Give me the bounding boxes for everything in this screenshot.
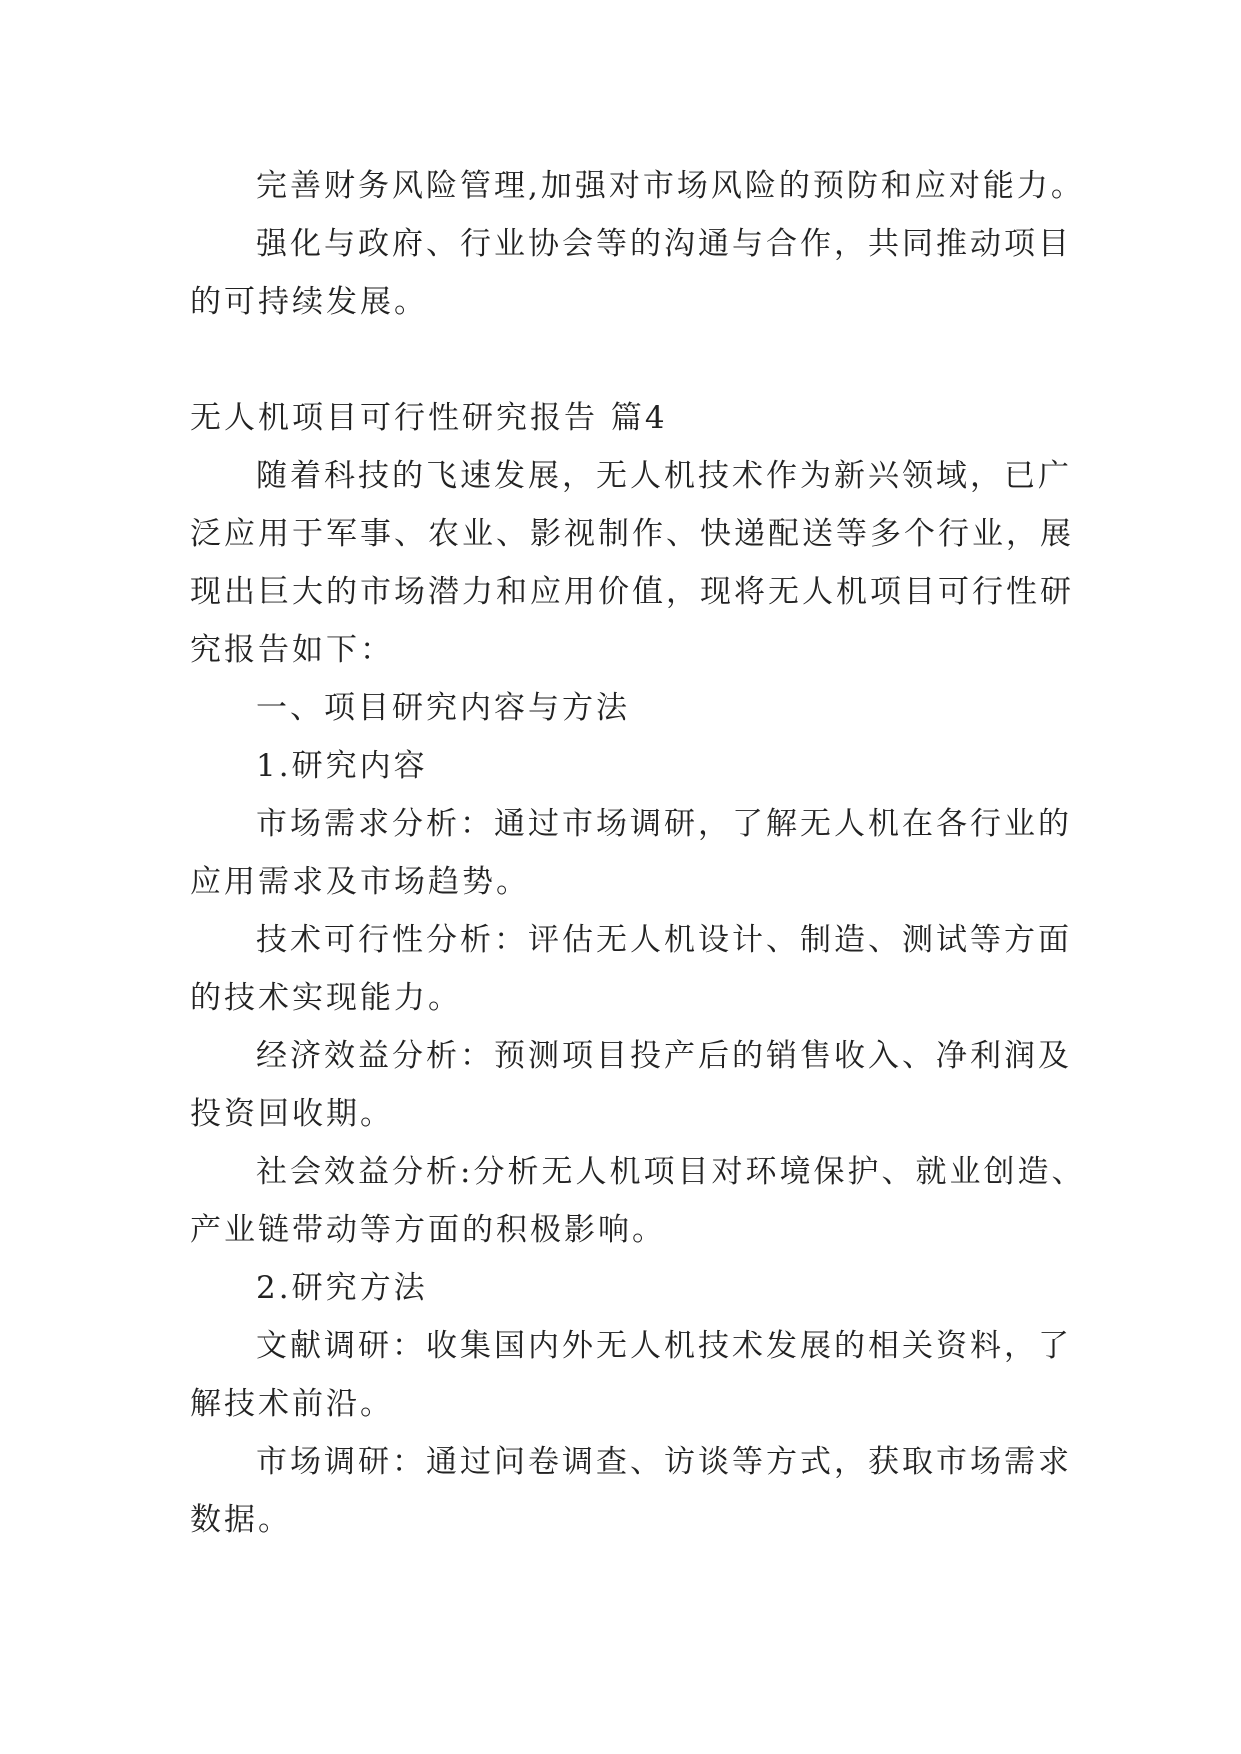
paragraph-line: 究报告如下： [190, 632, 394, 668]
paragraph-line: 解技术前沿。 [190, 1386, 394, 1422]
paragraph-line: 强化与政府、行业协会等的沟通与合作，共同推动项目 [256, 226, 1072, 262]
section-heading: 无人机项目可行性研究报告 篇4 [190, 400, 668, 436]
paragraph-line: 市场调研：通过问卷调查、访谈等方式，获取市场需求 [256, 1444, 1072, 1480]
paragraph-line: 经济效益分析：预测项目投产后的销售收入、净利润及 [256, 1038, 1072, 1074]
paragraph-line: 完善财务风险管理,加强对市场风险的预防和应对能力。 [256, 168, 1085, 204]
paragraph-line: 产业链带动等方面的积极影响。 [190, 1212, 666, 1248]
paragraph-line: 投资回收期。 [190, 1096, 394, 1132]
paragraph-line: 的技术实现能力。 [190, 980, 462, 1016]
paragraph-line: 应用需求及市场趋势。 [190, 864, 530, 900]
paragraph-line: 的可持续发展。 [190, 284, 428, 320]
subsection-heading: 1.研究内容 [256, 748, 428, 784]
subsection-heading: 2.研究方法 [256, 1270, 428, 1306]
paragraph-line: 数据。 [190, 1502, 292, 1538]
subsection-heading: 一、项目研究内容与方法 [256, 690, 630, 726]
paragraph-line: 技术可行性分析：评估无人机设计、制造、测试等方面 [256, 922, 1072, 958]
paragraph-line: 随着科技的飞速发展，无人机技术作为新兴领域，已广 [256, 458, 1072, 494]
paragraph-line: 市场需求分析：通过市场调研，了解无人机在各行业的 [256, 806, 1072, 842]
paragraph-line: 泛应用于军事、农业、影视制作、快递配送等多个行业，展 [190, 516, 1074, 552]
paragraph-line: 现出巨大的市场潜力和应用价值，现将无人机项目可行性研 [190, 574, 1074, 610]
paragraph-line: 社会效益分析:分析无人机项目对环境保护、就业创造、 [256, 1154, 1086, 1190]
paragraph-line: 文献调研：收集国内外无人机技术发展的相关资料，了 [256, 1328, 1072, 1364]
